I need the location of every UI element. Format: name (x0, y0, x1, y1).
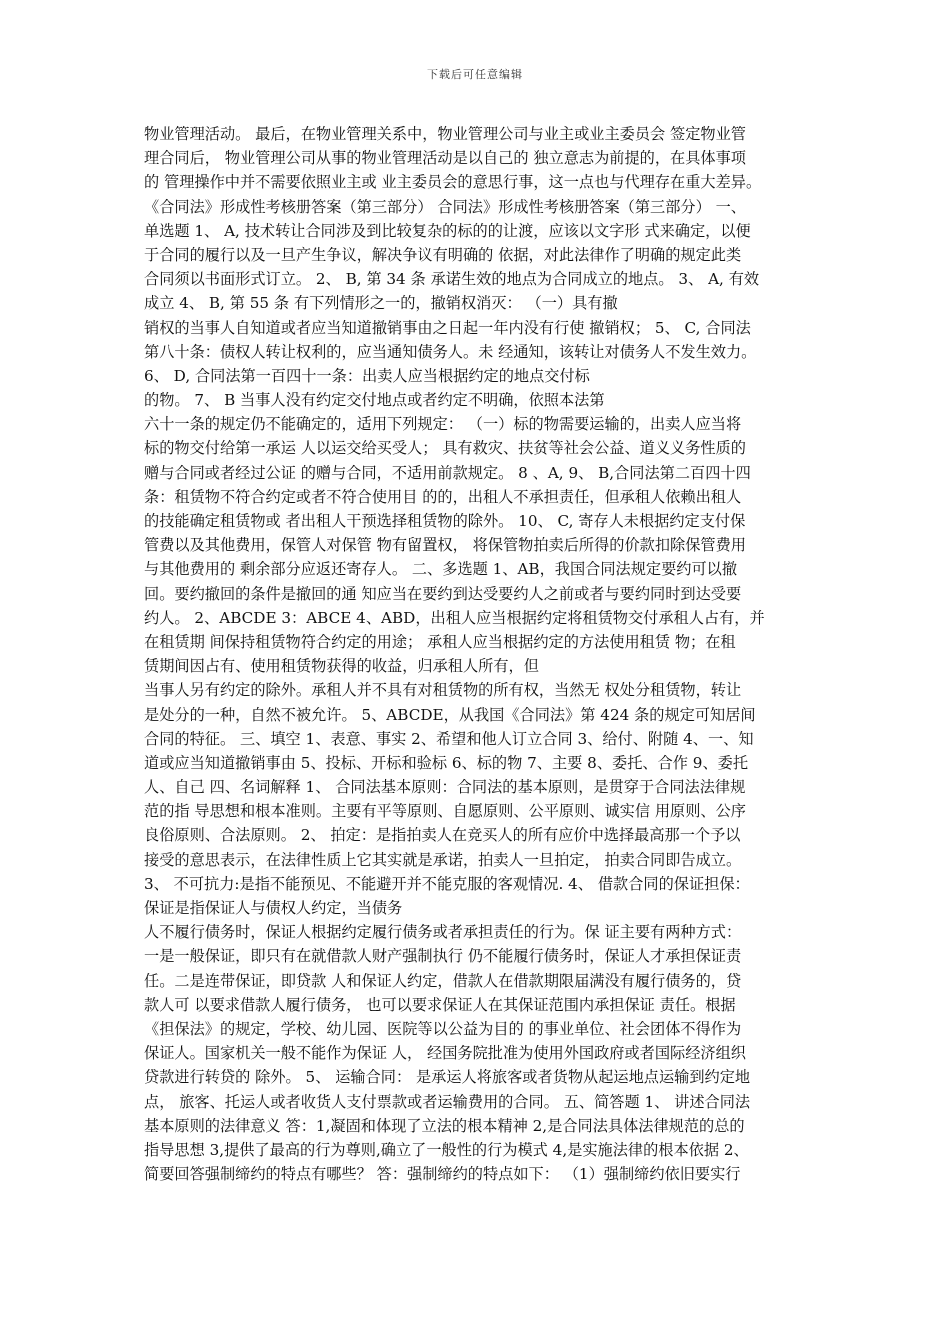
document-body (144, 122, 816, 1186)
text-line: 《担保法》的规定，学校、幼儿园、医院等以公益为目的 的事业单位、社会团体不得作为 (144, 1019, 742, 1038)
text-line: 《合同法》形成性考核册答案（第三部分） 合同法》形成性考核册答案（第三部分） 一、 (144, 197, 746, 216)
text-line: 赠与合同或者经过公证 的赠与合同，不适用前款规定。 8 、A, 9、 B,合同法第二百四十四 (144, 463, 751, 482)
text-line: 单选题 1、 A, 技术转让合同涉及到比较复杂的标的的让渡，应该以文字形 式来确定，以便 (144, 221, 751, 240)
text-line: 条：租赁物不符合约定或者不符合使用目 的的，出租人不承担责任，但承租人依赖出租人 (144, 487, 742, 506)
text-line: 范的指 导思想和根本准则。主要有平等原则、自愿原则、公平原则、诚实信 用原则、公序 (144, 802, 746, 821)
text-line: 的技能确定租赁物或 者出租人干预选择租赁物的除外。 10、 C, 寄存人未根据约定支付保 (144, 512, 746, 530)
text-line: 基本原则的法律意义 答：1,凝固和体现了立法的根本精神 2,是合同法具体法律规范的总的 (144, 1116, 745, 1135)
text-line: 合同的特征。 三、填空 1、表意、事实 2、希望和他人订立合同 3、给付、附随 4、一、知 (144, 729, 754, 748)
text-line: 与其他费用的 剩余部分应返还寄存人。 二、多选题 1、AB，我国合同法规定要约可以撤 (144, 560, 738, 579)
text-line: 合同须以书面形式订立。 2、 B, 第 34 条 承诺生效的地点为合同成立的地点。 3、 A, 有效 (144, 270, 760, 289)
text-line: 指导思想 3,提供了最高的行为尊则,确立了一般性的行为模式 4,是实施法律的根本依据 2、 (144, 1140, 749, 1159)
text-line: 接受的意思表示，在法律性质上它其实就是承诺，拍卖人一旦拍定， 拍卖合同即告成立。 (144, 850, 742, 869)
text-line: 保证人。国家机关一般不能作为保证 人， 经国务院批准为使用外国政府或者国际经济组织 (144, 1044, 746, 1063)
text-line: 道或应当知道撤销事由 5、投标、开标和验标 6、标的物 7、主要 8、委托、合作 9、委托 (144, 753, 749, 772)
text-line: 3、 不可抗力:是指不能预见、不能避开并不能克服的客观情况. 4、 借款合同的保证担保： (144, 874, 750, 893)
text-line: 赁期间因占有、使用租赁物获得的收益，归承租人所有，但 (144, 657, 539, 676)
text-line: 人、自己 四、名词解释 1、 合同法基本原则：合同法的基本原则，是贯穿于合同法法律规 (144, 778, 746, 797)
text-line: 6、 D, 合同法第一百四十一条：出卖人应当根据约定的地点交付标 (144, 366, 590, 385)
text-line: 一是一般保证，即只有在就借款人财产强制执行 仍不能履行债务时，保证人才承担保证责 (144, 947, 742, 966)
text-line: 理合同后， 物业管理公司从事的物业管理活动是以自己的 独立意志为前提的，在具体事项 (144, 149, 746, 168)
text-line: 六十一条的规定仍不能确定的，适用下列规定： （一）标的物需要运输的，出卖人应当将 (144, 415, 742, 434)
text-line: 回。要约撤回的条件是撤回的通 知应当在要约到达受要约人之前或者与要约同时到达受要 (144, 584, 742, 603)
text-line: 物业管理活动。 最后，在物业管理关系中，物业管理公司与业主或业主委员会 签定物业管 (144, 125, 746, 143)
text-line: 在租赁期 间保持租赁物符合约定的用途； 承租人应当根据约定的方法使用租赁 物；在租 (144, 632, 736, 651)
text-line: 管费以及其他费用，保管人对保管 物有留置权， 将保管物拍卖后所得的价款扣除保管费用 (144, 536, 746, 555)
text-line: 第八十条：债权人转让权利的，应当通知债务人。未 经通知，该转让对债务人不发生效力。 (144, 342, 757, 361)
text-line: 贷款进行转贷的 除外。 5、 运输合同： 是承运人将旅客或者货物从起运地点运输到约定地 (144, 1068, 751, 1087)
text-line: 销权的当事人自知道或者应当知道撤销事由之日起一年内没有行使 撤销权； 5、 C, 合同法 (144, 318, 751, 337)
text-line: 标的物交付给第一承运 人以运交给买受人； 具有救灾、扶贫等社会公益、道义义务性质的 (144, 439, 746, 458)
text-line: 任。二是连带保证，即贷款 人和保证人约定，借款人在借款期限届满没有履行债务的，贷 (144, 971, 742, 990)
text-line: 当事人另有约定的除外。承租人并不具有对租赁物的所有权，当然无 权处分租赁物，转让 (144, 681, 742, 700)
text-line: 的 管理操作中并不需要依照业主或 业主委员会的意思行事，这一点也与代理存在重大差异。 (144, 173, 762, 192)
text-line: 款人可 以要求借款人履行债务， 也可以要求保证人在其保证范围内承担保证 责任。根据 (144, 995, 736, 1014)
text-line: 点， 旅客、托运人或者收货人支付票款或者运输费用的合同。 五、简答题 1、 讲述合同法 (144, 1092, 751, 1111)
text-line: 良俗原则、合法原则。 2、 拍定：是指拍卖人在竞买人的所有应价中选择最高那一个予以 (144, 826, 741, 845)
text-line: 简要回答强制缔约的特点有哪些？ 答：强制缔约的特点如下： （1）强制缔约依旧要实行 (144, 1165, 741, 1184)
page-header: 下载后可任意编辑 (427, 68, 523, 81)
text-line: 的物。 7、 B 当事人没有约定交付地点或者约定不明确，依照本法第 (144, 391, 605, 410)
text-line: 约人。 2、ABCDE 3：ABCE 4、ABD，出租人应当根据约定将租赁物交付承租人占有，并 (144, 608, 765, 627)
text-line: 人不履行债务时，保证人根据约定履行债务或者承担责任的行为。保 证主要有两种方式： (144, 923, 742, 942)
text-line: 于合同的履行以及一旦产生争议，解决争议有明确的 依据，对此法律作了明确的规定此类 (144, 245, 742, 264)
text-line: 保证是指保证人与债权人约定，当债务 (144, 899, 403, 917)
text-line: 成立 4、 B, 第 55 条 有下列情形之一的，撤销权消灭： （一）具有撤 (144, 294, 618, 313)
text-line: 是处分的一种，自然不被允许。 5、ABCDE，从我国《合同法》第 424 条的规定可知居间 (144, 705, 756, 724)
